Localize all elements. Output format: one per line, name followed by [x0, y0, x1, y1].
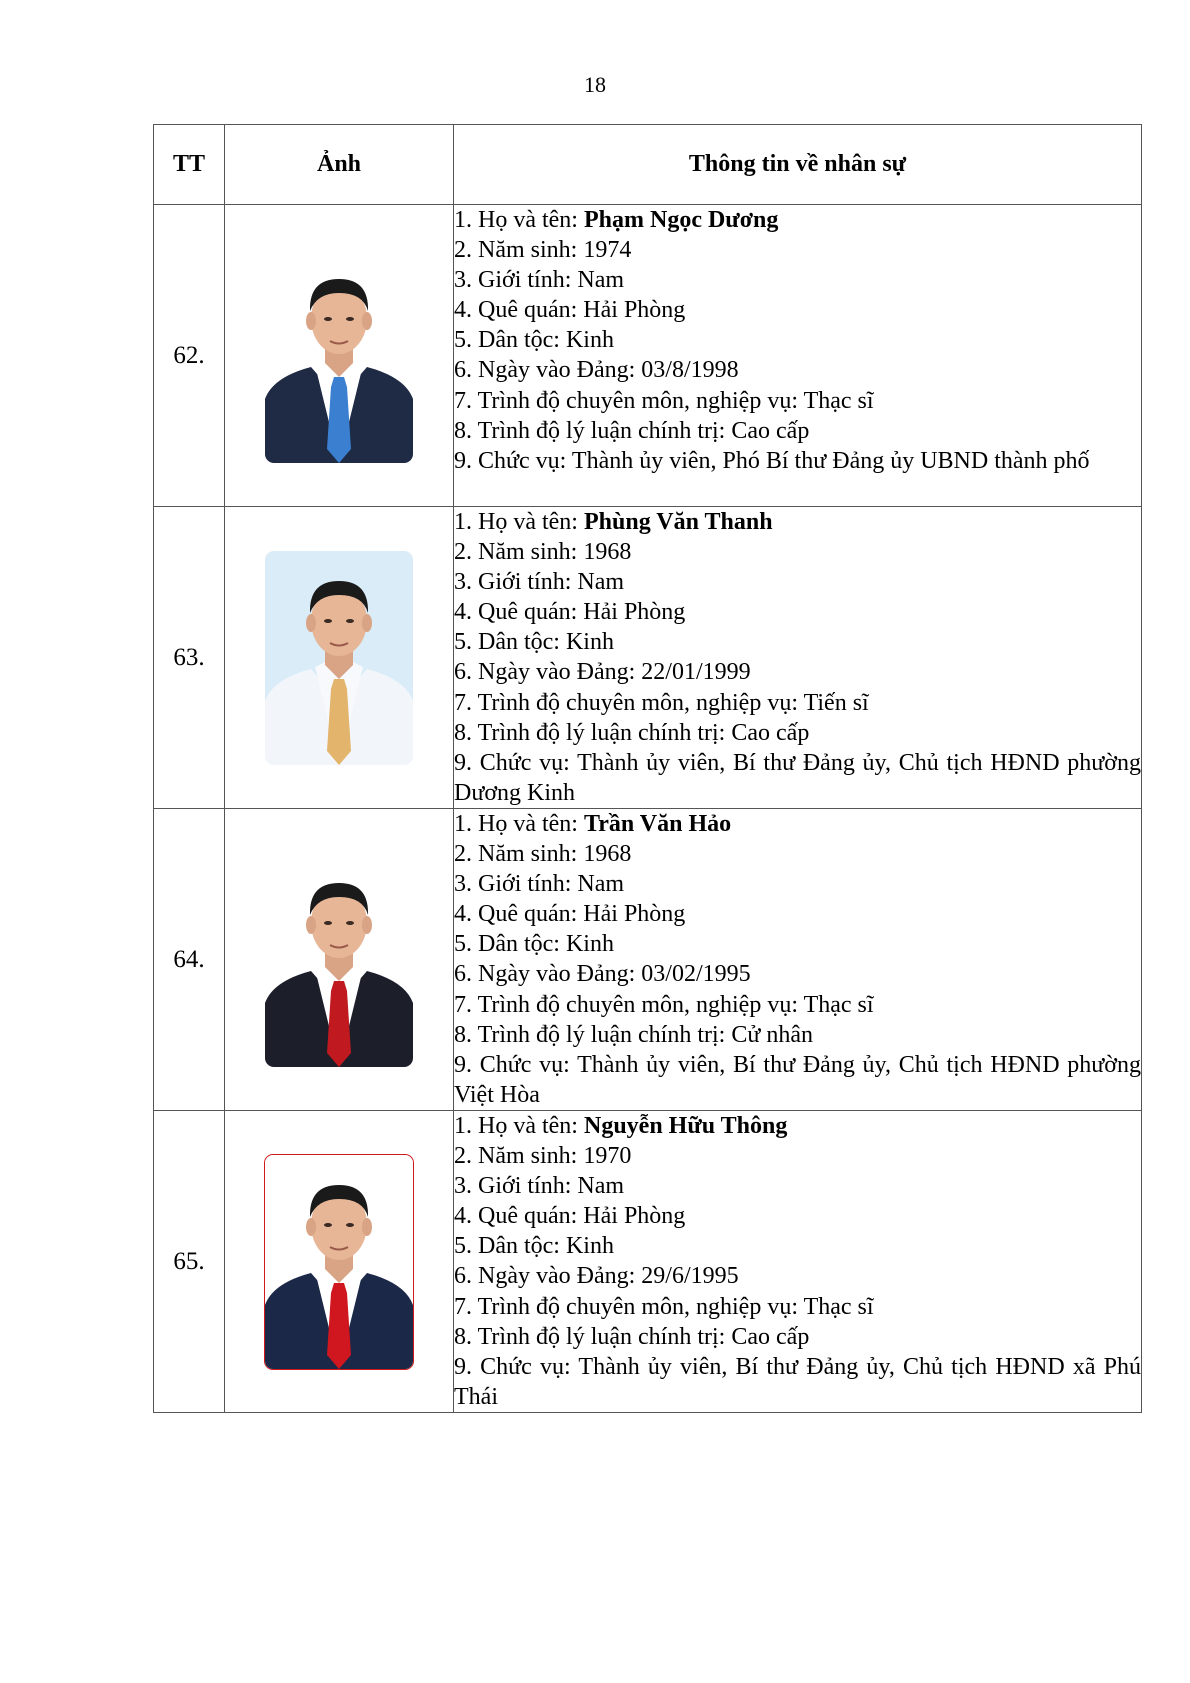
- info-cell: [454, 205, 1142, 507]
- info-line: 7. Trình độ chuyên môn, nghiệp vụ: Thạc sĩ: [454, 1293, 874, 1320]
- info-line: 9. Chức vụ: Thành ủy viên, Bí thư Đảng ủy, Chủ tịch HĐND phường Dương Kinh: [454, 749, 1141, 806]
- photo-cell: [225, 1111, 454, 1413]
- info-line: 7. Trình độ chuyên môn, nghiệp vụ: Thạc sĩ: [454, 991, 874, 1018]
- table-row: [154, 1111, 1142, 1413]
- info-line: 4. Quê quán: Hải Phòng: [454, 599, 686, 626]
- info-line: 3. Giới tính: Nam: [454, 1173, 625, 1200]
- info-line: 6. Ngày vào Đảng: 22/01/1999: [454, 659, 751, 686]
- person-name: Phạm Ngọc Dương: [583, 207, 779, 233]
- row-number: 63.: [154, 507, 225, 809]
- info-line: 8. Trình độ lý luận chính trị: Cao cấp: [454, 417, 810, 444]
- name-label: 1. Họ và tên:: [454, 811, 584, 837]
- table-row: [154, 205, 1142, 507]
- info-line: 6. Ngày vào Đảng: 29/6/1995: [454, 1263, 739, 1290]
- info-line-name: [454, 1111, 1141, 1141]
- row-number: 65.: [154, 1111, 225, 1413]
- person-name: Nguyễn Hữu Thông: [583, 1113, 788, 1139]
- info-line: 3. Giới tính: Nam: [454, 267, 625, 294]
- info-line: 4. Quê quán: Hải Phòng: [454, 1203, 686, 1230]
- info-line: 9. Chức vụ: Thành ủy viên, Bí thư Đảng ủy, Chủ tịch HĐND phường Việt Hòa: [454, 1051, 1141, 1108]
- person-name: Phùng Văn Thanh: [583, 509, 773, 535]
- person-name: Trần Văn Hảo: [583, 811, 732, 837]
- info-line: 7. Trình độ chuyên môn, nghiệp vụ: Tiến sĩ: [454, 689, 869, 716]
- table-row: [154, 507, 1142, 809]
- info-cell: [454, 507, 1142, 809]
- portrait-photo: [265, 551, 413, 765]
- name-label: 1. Họ và tên:: [454, 207, 584, 233]
- info-line: 5. Dân tộc: Kinh: [454, 1233, 614, 1260]
- portrait-photo: [265, 249, 413, 463]
- info-line: 5. Dân tộc: Kinh: [454, 931, 614, 958]
- row-number: 62.: [154, 205, 225, 507]
- info-line: 2. Năm sinh: 1974: [454, 237, 632, 264]
- name-label: 1. Họ và tên:: [454, 509, 584, 535]
- portrait-graphic: [265, 1155, 413, 1369]
- photo-cell: [225, 507, 454, 809]
- portrait-graphic: [265, 853, 413, 1067]
- info-line-name: [454, 809, 1141, 839]
- info-line: 4. Quê quán: Hải Phòng: [454, 297, 686, 324]
- info-line-name: [454, 507, 1141, 537]
- header-photo: Ảnh: [225, 125, 454, 205]
- info-line: 8. Trình độ lý luận chính trị: Cử nhân: [454, 1021, 814, 1048]
- info-line: 8. Trình độ lý luận chính trị: Cao cấp: [454, 719, 810, 746]
- info-line-name: [454, 205, 1141, 235]
- info-cell: [454, 809, 1142, 1111]
- info-line: 6. Ngày vào Đảng: 03/02/1995: [454, 961, 751, 988]
- photo-cell: [225, 809, 454, 1111]
- info-line: 7. Trình độ chuyên môn, nghiệp vụ: Thạc sĩ: [454, 387, 874, 414]
- portrait-photo: [265, 853, 413, 1067]
- header-tt: TT: [154, 125, 225, 205]
- table-header-row: [154, 125, 1142, 205]
- info-line: 4. Quê quán: Hải Phòng: [454, 901, 686, 928]
- name-label: 1. Họ và tên:: [454, 1113, 584, 1139]
- info-line: 5. Dân tộc: Kinh: [454, 327, 614, 354]
- info-line: 3. Giới tính: Nam: [454, 871, 625, 898]
- portrait-graphic: [265, 551, 413, 765]
- info-line: 9. Chức vụ: Thành ủy viên, Bí thư Đảng ủy, Chủ tịch HĐND xã Phú Thái: [454, 1353, 1141, 1410]
- table-row: [154, 809, 1142, 1111]
- info-cell: [454, 1111, 1142, 1413]
- page-number: 18: [584, 72, 606, 97]
- info-line: 2. Năm sinh: 1968: [454, 539, 632, 566]
- info-line: 3. Giới tính: Nam: [454, 569, 625, 596]
- info-line: 2. Năm sinh: 1970: [454, 1143, 632, 1170]
- personnel-table: [153, 124, 1142, 1413]
- portrait-photo: [264, 1154, 414, 1370]
- info-line: 6. Ngày vào Đảng: 03/8/1998: [454, 357, 739, 384]
- info-line: 8. Trình độ lý luận chính trị: Cao cấp: [454, 1323, 810, 1350]
- info-line: 5. Dân tộc: Kinh: [454, 629, 614, 656]
- portrait-graphic: [265, 249, 413, 463]
- row-number: 64.: [154, 809, 225, 1111]
- photo-cell: [225, 205, 454, 507]
- info-line: 9. Chức vụ: Thành ủy viên, Phó Bí thư Đảng ủy UBND thành phố: [454, 447, 1090, 474]
- info-line: 2. Năm sinh: 1968: [454, 841, 632, 868]
- header-info: Thông tin về nhân sự: [454, 125, 1142, 205]
